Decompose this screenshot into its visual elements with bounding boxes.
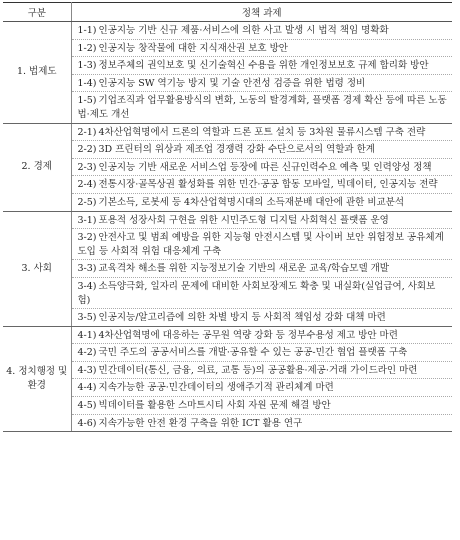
table-row: [3, 22, 452, 40]
table-row: [3, 92, 452, 123]
task-code: 2-3): [77, 161, 97, 173]
task-code: 3-5): [77, 312, 97, 324]
task-cell: [71, 379, 452, 397]
task-cell: [71, 39, 452, 57]
table-row: [3, 414, 452, 432]
task-cell: [71, 309, 452, 327]
table-row: [3, 229, 452, 260]
table-row: [3, 141, 452, 159]
table-row: [3, 158, 452, 176]
table-body: [3, 22, 452, 432]
task-cell: [71, 141, 452, 159]
task-code: 2-4): [77, 179, 97, 191]
task-code: 3-1): [77, 214, 97, 226]
task-code: 1-2): [77, 42, 97, 54]
category-cell: 3. 사회: [3, 211, 71, 326]
task-text: 4차산업혁명에 대응하는 공무원 역량 강화 등 정부수용성 제고 방안 마련: [98, 329, 398, 341]
table-row: [3, 211, 452, 229]
table-row: [3, 326, 452, 344]
table-row: [3, 74, 452, 92]
task-code: 1-3): [77, 60, 97, 72]
task-code: 3-3): [77, 263, 97, 275]
task-cell: [71, 397, 452, 415]
header-category: 구분: [3, 3, 71, 22]
table-row: [3, 39, 452, 57]
task-code: 4-6): [77, 417, 97, 429]
table-row: [3, 277, 452, 308]
task-text: 3D 프린터의 위상과 제조업 경쟁력 강화 수단으로서의 역할과 한계: [98, 144, 375, 156]
table-row: [3, 260, 452, 278]
task-cell: [71, 344, 452, 362]
task-text: 정보주체의 권익보호 및 신기술혁신 수용을 위한 개인정보보호 규제 합리화 방안: [98, 60, 429, 72]
task-cell: [71, 211, 452, 229]
table-row: [3, 379, 452, 397]
task-cell: [71, 260, 452, 278]
task-cell: [71, 22, 452, 40]
task-cell: [71, 277, 452, 308]
task-text: 인공지능/알고리즘에 의한 차별 방지 등 사회적 책임성 강화 대책 마련: [98, 312, 386, 324]
table-row: [3, 123, 452, 141]
task-text: 포용적 성장사회 구현을 위한 시민주도형 디지털 사회혁신 플랫폼 운영: [98, 214, 389, 226]
task-code: 3-2): [77, 232, 97, 244]
policy-task-table: [3, 2, 452, 432]
table-row: [3, 361, 452, 379]
category-cell: 1. 법제도: [3, 22, 71, 124]
table-row: [3, 176, 452, 194]
task-cell: [71, 57, 452, 75]
task-text: 안전사고 및 범죄 예방을 위한 지능형 안전시스템 및 사이버 보안 위험정보 공유체계 도입 등 사회적 위험 대응체계 구축: [77, 232, 444, 257]
task-cell: [71, 361, 452, 379]
task-code: 2-1): [77, 126, 97, 138]
task-code: 4-2): [77, 347, 97, 359]
task-code: 4-4): [77, 382, 97, 394]
task-text: 교육격차 해소를 위한 지능정보기술 기반의 새로운 교육/학습모델 개발: [98, 263, 389, 275]
table-header: [3, 3, 452, 22]
task-cell: [71, 229, 452, 260]
task-text: 전통시장·골목상권 활성화를 위한 민간·공공 합동 모바일, 빅데이터, 인공지능 전략: [98, 179, 438, 191]
table-row: [3, 309, 452, 327]
task-cell: [71, 92, 452, 123]
task-code: 4-3): [77, 364, 97, 376]
task-code: 3-4): [77, 280, 97, 292]
task-text: 기본소득, 로봇세 등 4차산업혁명시대의 소득재분배 대안에 관한 비교분석: [98, 196, 405, 208]
table-row: [3, 57, 452, 75]
table-row: [3, 397, 452, 415]
task-text: 민간데이터(통신, 금융, 의료, 교통 등)의 공공활용·제공·거래 가이드라인 마련: [98, 364, 418, 376]
header-task: 정책 과제: [71, 3, 452, 22]
task-code: 1-4): [77, 77, 97, 89]
task-cell: [71, 158, 452, 176]
task-cell: [71, 414, 452, 432]
task-cell: [71, 123, 452, 141]
task-code: 1-1): [77, 25, 97, 36]
task-text: 인공지능 SW 역기능 방지 및 기술 안전성 검증을 위한 법령 정비: [98, 77, 366, 89]
category-cell: 2. 경제: [3, 123, 71, 211]
task-text: 인공지능 창작물에 대한 지식재산권 보호 방안: [98, 42, 288, 54]
task-text: 지속가능한 안전 환경 구축을 위한 ICT 활용 연구: [98, 417, 303, 429]
task-text: 기업조직과 업무활용방식의 변화, 노동의 탈경계화, 플랫폼 경제 확산 등에 따른 노동법·제도 개선: [77, 95, 447, 120]
task-text: 인공지능 기반 새로운 서비스업 등장에 따른 신규인력수요 예측 및 인력양성 정책: [98, 161, 432, 173]
task-cell: [71, 176, 452, 194]
task-text: 지속가능한 공공·민간데이터의 생애주기적 관리체계 마련: [98, 382, 334, 394]
task-cell: [71, 74, 452, 92]
task-text: 국민 주도의 공공서비스를 개발·공유할 수 있는 공공-민간 협업 플랫폼 구축: [98, 347, 408, 359]
task-text: 소득양극화, 일자리 문제에 대비한 사회보장제도 확충 및 내실화(실업급여, 사회보험): [77, 280, 436, 306]
task-code: 2-5): [77, 196, 97, 208]
task-code: 4-5): [77, 400, 97, 412]
task-cell: [71, 326, 452, 344]
task-text: 4차산업혁명에서 드론의 역할과 드론 포트 설치 등 3차원 물류시스템 구축 전략: [98, 126, 426, 138]
header-row: [3, 3, 452, 22]
task-code: 4-1): [77, 329, 97, 341]
task-code: 1-5): [77, 95, 97, 107]
task-text: 빅데이터를 활용한 스마트시티 사회 자원 문제 해결 방안: [98, 400, 331, 412]
task-cell: [71, 193, 452, 211]
task-text: 인공지능 기반 신규 제품·서비스에 의한 사고 발생 시 법적 책임 명확화: [98, 25, 389, 36]
table-row: [3, 193, 452, 211]
table-row: [3, 344, 452, 362]
task-code: 2-2): [77, 144, 97, 156]
category-cell: 4. 정치행정 및 환경: [3, 326, 71, 432]
